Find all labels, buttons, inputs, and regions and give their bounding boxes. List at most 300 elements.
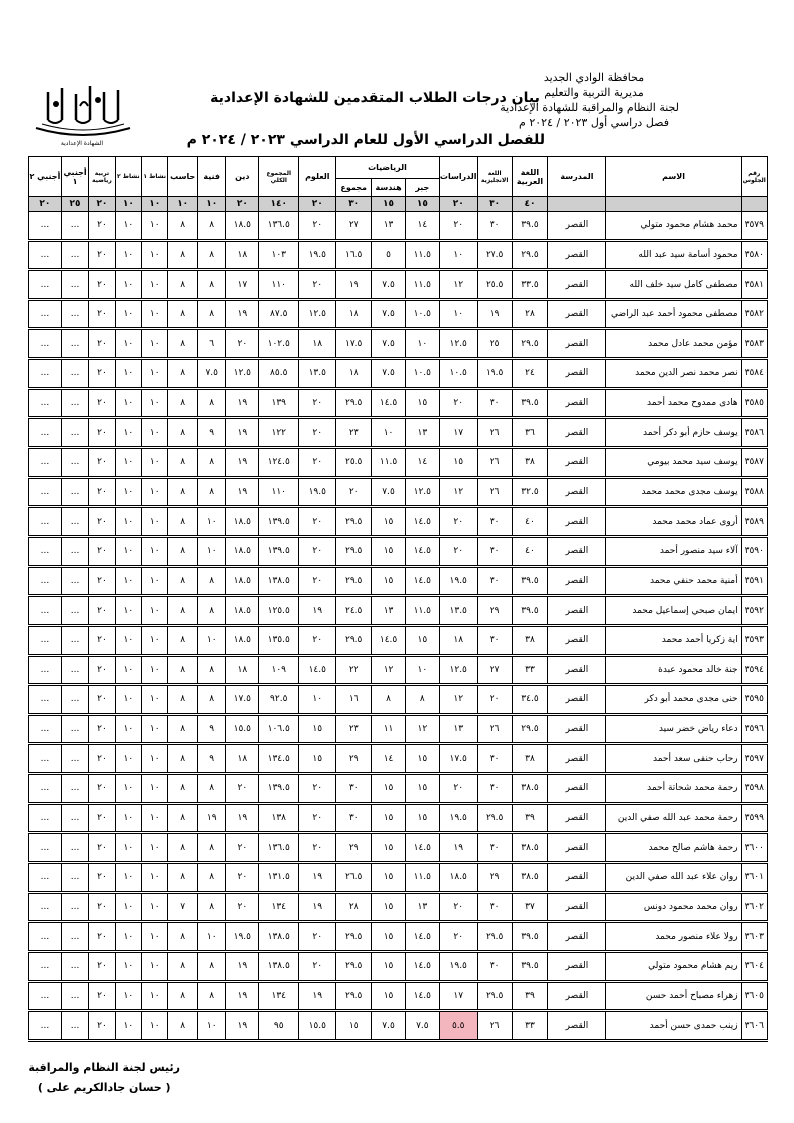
grade-cell: ... (29, 803, 62, 833)
page-title: بيان درجات الطلاب المتقدمين للشهادة الإعدادية (210, 90, 540, 106)
grade-cell: ١٥ (405, 388, 439, 418)
grades-table (28, 156, 768, 1042)
grade-cell: ١٠ (115, 981, 141, 1011)
grade-cell: ٨٥.٥ (259, 359, 299, 389)
grade-cell: ٢٥.٥ (336, 448, 372, 478)
grade-cell: ٢٠ (89, 536, 115, 566)
grade-cell: ... (61, 951, 88, 981)
grade-cell: ١٣٨.٥ (259, 566, 299, 596)
col-science: العلوم (299, 157, 336, 197)
max-mark-cell: ٣٠ (336, 197, 372, 212)
grade-cell: ١٤.٥ (405, 566, 439, 596)
max-mark-cell: ٢٠ (299, 197, 336, 212)
grade-cell: ٨ (168, 596, 198, 626)
grade-cell: ٣٠ (336, 774, 372, 804)
grade-cell: ٢٩ (336, 833, 372, 863)
school-name: القصر (548, 625, 606, 655)
grade-cell: ١٩.٥ (439, 951, 477, 981)
grade-cell: ١٠.٥ (405, 359, 439, 389)
school-name: القصر (548, 774, 606, 804)
max-mark-cell: ١٠ (142, 197, 168, 212)
school-name: القصر (548, 892, 606, 922)
grade-cell: ٢٩.٥ (512, 240, 548, 270)
school-name: القصر (548, 536, 606, 566)
grade-cell: ١٤ (372, 744, 406, 774)
grade-cell: ٨ (197, 240, 226, 270)
student-name: روان محمد محمود دونس (606, 892, 741, 922)
col-school: المدرسة (548, 157, 606, 197)
table-row (29, 922, 768, 952)
grade-cell: ... (29, 566, 62, 596)
grade-cell: ١٠ (142, 566, 168, 596)
grade-cell: ١٨ (336, 359, 372, 389)
school-name: القصر (548, 448, 606, 478)
grade-cell: ٢٨ (336, 892, 372, 922)
student-name: رحاب حنفى سعد أحمد (606, 744, 741, 774)
grade-cell: ٢٠ (89, 744, 115, 774)
grade-cell: ١٥ (372, 803, 406, 833)
max-mark-cell (548, 197, 606, 212)
grade-cell: ١٩ (226, 981, 259, 1011)
grade-cell: ٢٤ (512, 359, 548, 389)
grade-cell: ٧.٥ (372, 329, 406, 359)
table-row (29, 418, 768, 448)
grade-cell: ٨ (168, 299, 198, 329)
grade-cell: ١٠ (142, 359, 168, 389)
grade-cell: ... (61, 596, 88, 626)
seat-number: ٣٥٩٥ (741, 685, 767, 715)
grade-cell: ٢٢ (336, 655, 372, 685)
grade-cell: ٨ (168, 1011, 198, 1041)
grade-cell: ٩ (197, 714, 226, 744)
school-name: القصر (548, 359, 606, 389)
grade-cell: ١٩ (299, 596, 336, 626)
grade-cell: ٨ (197, 774, 226, 804)
grade-cell: ١٠.٥ (405, 299, 439, 329)
grade-cell: ١٣١.٥ (259, 863, 299, 893)
grade-cell: ٢٠ (299, 270, 336, 300)
grade-cell: ١٢.٥ (226, 359, 259, 389)
grade-cell: ١٣٦.٥ (259, 212, 299, 241)
grade-cell: ٢٤.٥ (336, 596, 372, 626)
grade-cell: ١٤.٥ (405, 833, 439, 863)
grade-cell: ٢٠ (89, 359, 115, 389)
grade-cell: ٨ (168, 329, 198, 359)
grade-cell: ١٢٥.٥ (259, 596, 299, 626)
grade-cell: ١٤.٥ (405, 536, 439, 566)
grade-cell: ٢٠ (299, 803, 336, 833)
grade-cell: ١٨ (439, 625, 477, 655)
col-geometry: هندسة (372, 179, 406, 197)
grade-cell: ٢٠ (89, 388, 115, 418)
col-total: المجموع الكلي (259, 157, 299, 197)
grade-cell: ١٥ (372, 892, 406, 922)
student-name: نصر محمد نصر الدين محمد (606, 359, 741, 389)
grade-cell: ١٣٩.٥ (259, 536, 299, 566)
grade-cell: ٨ (168, 507, 198, 537)
grade-cell: ٢٠ (89, 240, 115, 270)
grade-cell: ١٧ (226, 270, 259, 300)
grade-cell: ٢٠ (226, 833, 259, 863)
grade-cell: ١٧ (439, 981, 477, 1011)
seat-number: ٣٦٠١ (741, 863, 767, 893)
max-mark-cell: ١٠ (115, 197, 141, 212)
grade-cell: ٢٠ (439, 536, 477, 566)
grade-cell: ... (61, 359, 88, 389)
grade-cell: ١٠ (142, 892, 168, 922)
grade-cell: ٨ (197, 299, 226, 329)
student-name: يوسف مجدى محمد محمد (606, 477, 741, 507)
grade-cell: ٢٠ (89, 418, 115, 448)
grade-cell: ٢٩.٥ (477, 981, 512, 1011)
grade-cell: ٤٠ (512, 536, 548, 566)
grade-cell: ١٠ (142, 1011, 168, 1041)
grade-cell: ١٨.٥ (226, 507, 259, 537)
school-name: القصر (548, 744, 606, 774)
grade-cell: ١٠ (115, 240, 141, 270)
grade-cell: ... (29, 774, 62, 804)
grade-cell: ٨ (168, 477, 198, 507)
committee-head-title: رئيس لجنة النظام والمراقبة (28, 1061, 180, 1074)
grade-cell: ... (61, 1011, 88, 1041)
grade-cell: ١٧.٥ (336, 329, 372, 359)
col-arabic: اللغة العربية (512, 157, 548, 197)
student-name: مؤمن محمد عادل محمد (606, 329, 741, 359)
student-name: حنى مجدى محمد أبو دكر (606, 685, 741, 715)
max-marks-row (29, 197, 768, 212)
grade-cell: ١٠ (197, 1011, 226, 1041)
certificate-logo (28, 80, 138, 148)
school-name: القصر (548, 596, 606, 626)
grade-cell: ١٠ (115, 1011, 141, 1041)
grade-cell: ٢٦ (477, 418, 512, 448)
grade-cell: ١٠.٥ (439, 359, 477, 389)
table-row (29, 951, 768, 981)
seat-number: ٣٥٨٨ (741, 477, 767, 507)
student-name: اية زكريا أحمد محمد (606, 625, 741, 655)
grade-cell: ١٩.٥ (439, 803, 477, 833)
grade-cell: ... (61, 774, 88, 804)
grade-cell: ٨ (168, 448, 198, 478)
grade-cell: ١٠ (142, 922, 168, 952)
grade-cell: ... (61, 714, 88, 744)
col-activity1: نشاط ١ (142, 157, 168, 197)
grade-cell: ... (29, 596, 62, 626)
grade-cell: ٢٩.٥ (336, 536, 372, 566)
grade-cell: ١٠ (142, 981, 168, 1011)
grade-cell: ٣٩.٥ (512, 566, 548, 596)
school-name: القصر (548, 803, 606, 833)
max-mark-cell: ٤٠ (512, 197, 548, 212)
signature-block (28, 1058, 180, 1098)
grade-cell: ... (29, 744, 62, 774)
grade-cell: ١٣٩ (259, 388, 299, 418)
grade-cell: ١٥ (372, 863, 406, 893)
grade-cell: ١١ (372, 714, 406, 744)
grade-cell: ٨ (168, 714, 198, 744)
grade-cell: ١٠ (115, 625, 141, 655)
header-row-1 (29, 157, 768, 179)
grade-cell: ١٠ (115, 892, 141, 922)
term-text: فصل دراسي أول ٢٠٢٣ / ٢٠٢٤ م (519, 116, 669, 129)
table-row (29, 270, 768, 300)
grade-cell: ٢٩.٥ (336, 566, 372, 596)
grade-cell: ١٠٦.٥ (259, 714, 299, 744)
grade-cell: ٢٠ (299, 833, 336, 863)
grade-cell: ٣٨ (512, 625, 548, 655)
grade-cell: ٢٩.٥ (336, 951, 372, 981)
grade-cell: ١٣ (405, 418, 439, 448)
grade-cell: ... (29, 625, 62, 655)
grade-cell: ... (29, 240, 62, 270)
grade-cell: ٢٠ (439, 388, 477, 418)
seat-number: ٣٦٠٦ (741, 1011, 767, 1041)
grade-cell: ١٤.٥ (405, 922, 439, 952)
grade-cell: ٢٠ (89, 448, 115, 478)
grade-cell: ١٢ (372, 655, 406, 685)
student-name: يوسف سيد محمد بيومي (606, 448, 741, 478)
grade-cell: ١٠ (142, 388, 168, 418)
grade-cell: ١٣ (372, 596, 406, 626)
student-name: ايمان صبحي إسماعيل محمد (606, 596, 741, 626)
grade-cell: ٢٠ (89, 685, 115, 715)
grade-cell: ١٢٤.٥ (259, 448, 299, 478)
grade-cell: ... (61, 625, 88, 655)
grade-cell: ١٧.٥ (439, 744, 477, 774)
grade-cell: ١٩ (226, 418, 259, 448)
grade-cell: ... (29, 212, 62, 241)
table-row (29, 240, 768, 270)
grade-cell: ... (61, 418, 88, 448)
grade-cell: ١٠ (142, 951, 168, 981)
grade-cell: ١٠ (115, 388, 141, 418)
seat-number: ٣٥٨٦ (741, 418, 767, 448)
grade-cell: ٢٦ (477, 477, 512, 507)
seat-number: ٣٥٨٧ (741, 448, 767, 478)
grade-cell: ١٨.٥ (226, 625, 259, 655)
grade-cell: ١٠ (115, 270, 141, 300)
grade-cell: ٢٩.٥ (512, 329, 548, 359)
grade-cell: ١٠ (115, 418, 141, 448)
grade-cell: ١٤.٥ (299, 655, 336, 685)
school-name: القصر (548, 270, 606, 300)
grade-cell: ٨ (168, 803, 198, 833)
grade-cell: ٤٠ (512, 507, 548, 537)
grade-cell: ١٥ (299, 714, 336, 744)
student-name: جنة خالد محمود عبدة (606, 655, 741, 685)
grade-cell: ٣٠ (477, 625, 512, 655)
school-name: القصر (548, 507, 606, 537)
grade-cell: ٢٩.٥ (336, 981, 372, 1011)
committee-head-name: ( حسان جادالكريم على ) (37, 1081, 171, 1094)
grade-cell: ١٠ (142, 833, 168, 863)
max-mark-cell: ٢٠ (439, 197, 477, 212)
grade-cell: ١٠ (142, 299, 168, 329)
grade-cell: ... (61, 803, 88, 833)
seat-number: ٣٥٧٩ (741, 212, 767, 241)
max-mark-cell (606, 197, 741, 212)
grade-cell: ٧.٥ (372, 1011, 406, 1041)
grade-cell: ١٩.٥ (299, 477, 336, 507)
student-name: زينب حمدى حسن أحمد (606, 1011, 741, 1041)
school-name: القصر (548, 566, 606, 596)
max-mark-cell: ٢٠ (29, 197, 62, 212)
school-name: القصر (548, 833, 606, 863)
grade-cell: ٣٩.٥ (512, 212, 548, 241)
grade-cell: ١٨ (299, 329, 336, 359)
grade-cell: ٢٠ (299, 566, 336, 596)
grade-cell: ... (61, 212, 88, 241)
student-name: هادى ممدوح محمد أحمد (606, 388, 741, 418)
grade-cell: ١٠ (142, 596, 168, 626)
grade-cell: ٣٠ (477, 892, 512, 922)
grade-cell: ١٠ (372, 418, 406, 448)
grade-cell: ١٠ (115, 922, 141, 952)
max-mark-cell: ٢٠ (226, 197, 259, 212)
grade-cell: ١٨.٥ (439, 863, 477, 893)
grade-cell: ٢٠ (89, 981, 115, 1011)
grade-cell: ٨ (168, 566, 198, 596)
grade-cell: ٣٩.٥ (512, 951, 548, 981)
grade-cell: ٢٠ (299, 418, 336, 448)
grade-cell: ١٩ (226, 951, 259, 981)
grade-cell: ١٥.٥ (299, 1011, 336, 1041)
student-name: رحمة هاشم صالح محمد (606, 833, 741, 863)
grade-cell: ٢٠ (89, 922, 115, 952)
grade-cell: ٣٣ (512, 655, 548, 685)
grade-cell: ٢٠ (89, 892, 115, 922)
table-row (29, 596, 768, 626)
grade-cell: ٢٠ (89, 566, 115, 596)
grade-cell: ١٩ (299, 981, 336, 1011)
student-name: مصطفى كامل سيد خلف الله (606, 270, 741, 300)
school-name: القصر (548, 329, 606, 359)
grade-cell: ١٠ (115, 536, 141, 566)
seat-number: ٣٥٨١ (741, 270, 767, 300)
seat-number: ٣٥٩٨ (741, 774, 767, 804)
grade-cell: ٣٠ (477, 536, 512, 566)
grade-cell: ١٢.٥ (439, 329, 477, 359)
grade-cell: ١٩ (226, 803, 259, 833)
grade-cell: ١٠ (142, 863, 168, 893)
seat-number: ٣٦٠٠ (741, 833, 767, 863)
grade-cell: ٢٠ (89, 803, 115, 833)
grade-cell: ١٠ (439, 240, 477, 270)
grade-cell: ٣٠ (477, 774, 512, 804)
grade-cell: ٣٠ (477, 507, 512, 537)
grade-cell: ٧.٥ (405, 1011, 439, 1041)
grade-cell: ٥ (372, 240, 406, 270)
col-math-total: مجموع (336, 179, 372, 197)
directorate-text: مديرية التربية والتعليم (544, 86, 644, 99)
grade-cell: ١٤.٥ (405, 951, 439, 981)
grade-cell: ٣٩.٥ (512, 388, 548, 418)
grade-cell: ١٨ (336, 299, 372, 329)
grade-cell: ٢٩.٥ (336, 388, 372, 418)
grade-cell: ٢٠ (439, 892, 477, 922)
grade-cell: ٨ (372, 685, 406, 715)
grade-cell: ١١٠ (259, 270, 299, 300)
grade-cell: ٢٩ (477, 863, 512, 893)
grade-cell: ٣٠ (477, 744, 512, 774)
grade-cell: ١٠ (197, 625, 226, 655)
grade-cell: ٥.٥ (439, 1011, 477, 1041)
student-name: آلاء سيد منصور أحمد (606, 536, 741, 566)
school-name: القصر (548, 922, 606, 952)
grade-cell: ١٠ (142, 536, 168, 566)
seat-number: ٣٥٩٧ (741, 744, 767, 774)
grade-cell: ... (29, 359, 62, 389)
grade-cell: ١٢ (405, 714, 439, 744)
grade-cell: ١٣.٥ (299, 359, 336, 389)
grade-cell: ٨ (168, 240, 198, 270)
max-mark-cell: ١٠ (197, 197, 226, 212)
grade-cell: ٨ (168, 418, 198, 448)
max-mark-cell: ١٥ (405, 197, 439, 212)
grade-cell: ٦ (197, 329, 226, 359)
grade-cell: ١٤.٥ (405, 507, 439, 537)
grade-cell: ٨ (197, 981, 226, 1011)
grade-cell: ١٠ (142, 625, 168, 655)
seat-number: ٣٥٨٩ (741, 507, 767, 537)
seat-number: ٣٦٠٣ (741, 922, 767, 952)
school-name: القصر (548, 951, 606, 981)
grade-cell: ٢٠ (89, 951, 115, 981)
grade-cell: ١٠ (197, 536, 226, 566)
grade-cell: ٨ (168, 833, 198, 863)
grade-cell: ٨ (197, 655, 226, 685)
grade-cell: ٨ (197, 833, 226, 863)
grade-cell: ١٣٤.٥ (259, 744, 299, 774)
grade-cell: ٣٠ (477, 212, 512, 241)
grade-cell: ١٢٢ (259, 418, 299, 448)
seat-number: ٣٥٩٩ (741, 803, 767, 833)
grade-cell: ... (29, 951, 62, 981)
school-name: القصر (548, 863, 606, 893)
max-mark-cell: ١٥ (372, 197, 406, 212)
grade-cell: ١٠ (142, 448, 168, 478)
grade-cell: ... (29, 418, 62, 448)
grade-cell: ... (29, 536, 62, 566)
grade-cell: ١٥ (405, 803, 439, 833)
seat-number: ٣٥٩٢ (741, 596, 767, 626)
grade-cell: ١١٠ (259, 477, 299, 507)
grade-cell: ٢٩.٥ (477, 803, 512, 833)
seat-number: ٣٥٨٥ (741, 388, 767, 418)
grade-cell: ١٥ (372, 566, 406, 596)
grade-cell: ١٠ (142, 744, 168, 774)
grade-cell: ٢٩.٥ (512, 714, 548, 744)
governorate-text: محافظة الوادي الجديد (543, 71, 645, 84)
grade-cell: ١٥ (405, 625, 439, 655)
grade-cell: ٨ (168, 981, 198, 1011)
grade-cell: ١٩.٥ (439, 566, 477, 596)
grade-cell: ٣٨.٥ (512, 774, 548, 804)
grade-cell: ١٠ (142, 212, 168, 241)
grade-cell: ٣٠ (477, 566, 512, 596)
grade-cell: ٢٠ (299, 388, 336, 418)
grade-cell: ... (61, 329, 88, 359)
table-row (29, 774, 768, 804)
grade-cell: ... (29, 329, 62, 359)
grade-cell: ... (61, 833, 88, 863)
grade-cell: ١٢ (439, 477, 477, 507)
grade-cell: ١٣٥.٥ (259, 625, 299, 655)
grade-cell: ١٥ (439, 448, 477, 478)
grade-cell: ... (29, 299, 62, 329)
grade-cell: ١٩ (477, 299, 512, 329)
seat-number: ٣٥٨٣ (741, 329, 767, 359)
